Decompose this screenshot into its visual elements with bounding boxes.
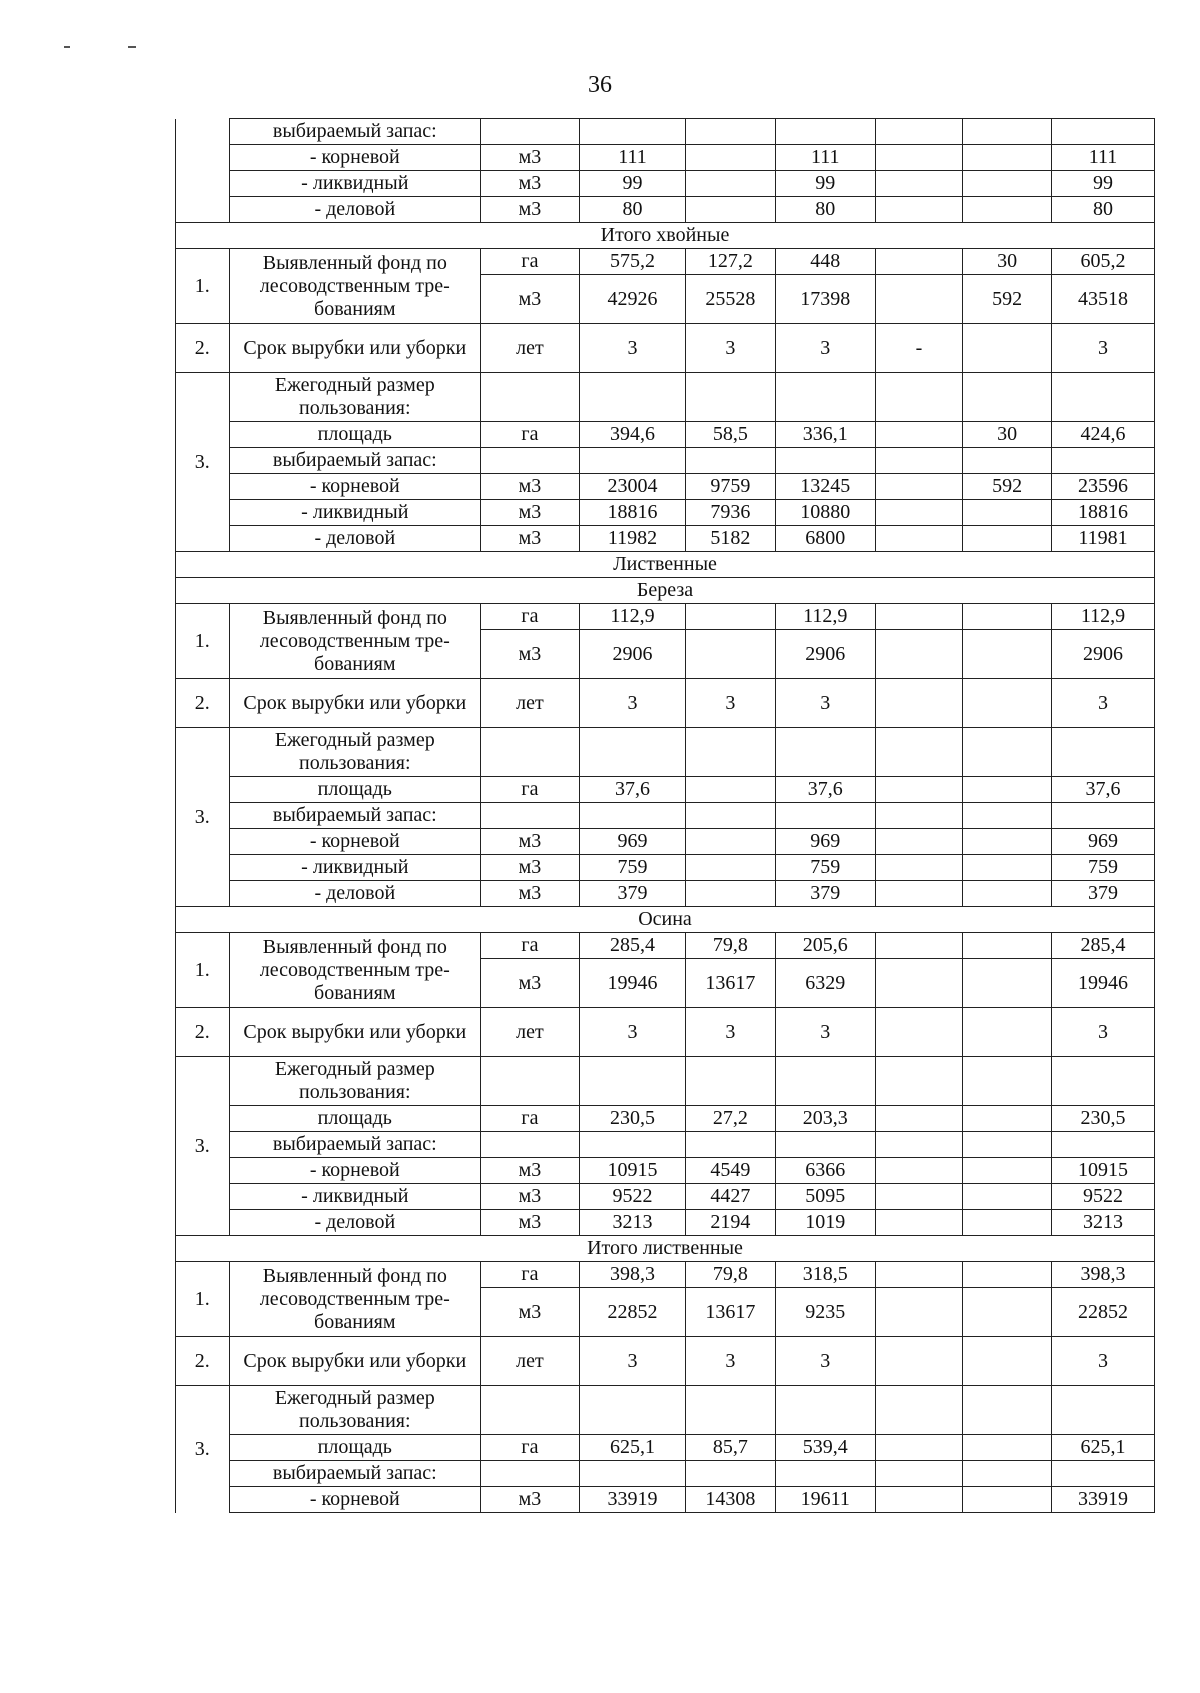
- value-cell: 205,6: [775, 933, 875, 959]
- page-number: 36: [588, 72, 612, 98]
- value-cell: [875, 881, 963, 907]
- value-cell: [875, 1106, 963, 1132]
- unit-cell: м3: [481, 1487, 580, 1513]
- value-cell: 5182: [686, 526, 776, 552]
- value-cell: [963, 1337, 1052, 1386]
- value-cell: [875, 1337, 963, 1386]
- annual-label: Ежегодный размер пользования:: [229, 728, 480, 777]
- unit-cell: м3: [481, 1158, 580, 1184]
- value-cell: 6800: [775, 526, 875, 552]
- value-cell: 3: [1051, 679, 1154, 728]
- value-cell: [686, 855, 776, 881]
- value-cell: 759: [579, 855, 685, 881]
- value-cell: 112,9: [775, 604, 875, 630]
- term-label: Срок вырубки или уборки: [229, 679, 480, 728]
- term-label: Срок вырубки или уборки: [229, 324, 480, 373]
- value-cell: [875, 1210, 963, 1236]
- value-cell: [875, 526, 963, 552]
- table-row: [176, 249, 1155, 275]
- value-cell: 379: [1051, 881, 1154, 907]
- value-cell: 759: [1051, 855, 1154, 881]
- value-cell: 23596: [1051, 474, 1154, 500]
- value-cell: 80: [1051, 197, 1154, 223]
- unit-cell: м3: [481, 145, 580, 171]
- unit-cell: м3: [481, 959, 580, 1008]
- unit-cell: м3: [481, 500, 580, 526]
- unit-cell: м3: [481, 1184, 580, 1210]
- value-cell: [875, 1008, 963, 1057]
- liquid-label: - ликвидный: [229, 171, 480, 197]
- value-cell: 3: [686, 324, 776, 373]
- root-label: - корневой: [229, 829, 480, 855]
- stock-label: выбираемый запас:: [229, 119, 480, 145]
- unit-cell: га: [481, 1435, 580, 1461]
- value-cell: [875, 145, 963, 171]
- value-cell: [875, 604, 963, 630]
- value-cell: [963, 197, 1052, 223]
- area-label: площадь: [229, 1435, 480, 1461]
- value-cell: 575,2: [579, 249, 685, 275]
- value-cell: 1019: [775, 1210, 875, 1236]
- value-cell: [963, 500, 1052, 526]
- value-cell: [686, 171, 776, 197]
- unit-cell: га: [481, 249, 580, 275]
- value-cell: 592: [963, 474, 1052, 500]
- section-title: Итого лиственные: [176, 1236, 1155, 1262]
- value-cell: [963, 1106, 1052, 1132]
- area-label: площадь: [229, 1106, 480, 1132]
- value-cell: [963, 855, 1052, 881]
- value-cell: 9522: [579, 1184, 685, 1210]
- value-cell: [963, 1288, 1052, 1337]
- unit-cell: га: [481, 1262, 580, 1288]
- value-cell: [875, 679, 963, 728]
- value-cell: 448: [775, 249, 875, 275]
- fund-label: Выявленный фонд по лесоводственным тре-бованиям: [229, 604, 480, 679]
- value-cell: 127,2: [686, 249, 776, 275]
- value-cell: 79,8: [686, 933, 776, 959]
- value-cell: [963, 171, 1052, 197]
- table-row: [176, 171, 1155, 197]
- unit-cell: м3: [481, 881, 580, 907]
- table-row: [176, 1008, 1155, 1057]
- value-cell: 33919: [579, 1487, 685, 1513]
- unit-cell: м3: [481, 171, 580, 197]
- value-cell: 285,4: [1051, 933, 1154, 959]
- table-row: [176, 422, 1155, 448]
- value-cell: 13245: [775, 474, 875, 500]
- value-cell: [963, 630, 1052, 679]
- value-cell: 9759: [686, 474, 776, 500]
- term-label: Срок вырубки или уборки: [229, 1008, 480, 1057]
- root-label: - корневой: [229, 1487, 480, 1513]
- table-row: [176, 324, 1155, 373]
- value-cell: 80: [579, 197, 685, 223]
- business-label: - деловой: [229, 881, 480, 907]
- value-cell: 969: [775, 829, 875, 855]
- value-cell: 3: [579, 1337, 685, 1386]
- stock-label: выбираемый запас:: [229, 1132, 480, 1158]
- scan-mark: [64, 46, 70, 48]
- value-cell: [963, 1008, 1052, 1057]
- value-cell: 25528: [686, 275, 776, 324]
- value-cell: [875, 1262, 963, 1288]
- section-title: Итого хвойные: [176, 223, 1155, 249]
- value-cell: [963, 777, 1052, 803]
- row-number-cell: [176, 119, 230, 223]
- value-cell: 285,4: [579, 933, 685, 959]
- unit-cell: м3: [481, 1210, 580, 1236]
- value-cell: 3: [579, 1008, 685, 1057]
- value-cell: 6366: [775, 1158, 875, 1184]
- row-number: 1.: [176, 249, 230, 324]
- value-cell: 11982: [579, 526, 685, 552]
- value-cell: 19946: [579, 959, 685, 1008]
- table-row: [176, 145, 1155, 171]
- value-cell: 6329: [775, 959, 875, 1008]
- stock-label: выбираемый запас:: [229, 448, 480, 474]
- table-row: [176, 855, 1155, 881]
- unit-cell: лет: [481, 1337, 580, 1386]
- value-cell: 394,6: [579, 422, 685, 448]
- value-cell: 10915: [579, 1158, 685, 1184]
- value-cell: [963, 1210, 1052, 1236]
- value-cell: 43518: [1051, 275, 1154, 324]
- area-label: площадь: [229, 777, 480, 803]
- table-row: [176, 474, 1155, 500]
- value-cell: 19611: [775, 1487, 875, 1513]
- unit-cell: м3: [481, 197, 580, 223]
- value-cell: 18816: [1051, 500, 1154, 526]
- value-cell: 5095: [775, 1184, 875, 1210]
- table-row: [176, 933, 1155, 959]
- value-cell: 3213: [1051, 1210, 1154, 1236]
- value-cell: 424,6: [1051, 422, 1154, 448]
- value-cell: 27,2: [686, 1106, 776, 1132]
- value-cell: 9235: [775, 1288, 875, 1337]
- value-cell: [686, 604, 776, 630]
- row-number: 2.: [176, 1337, 230, 1386]
- table-row: [176, 1184, 1155, 1210]
- value-cell: 3: [686, 1337, 776, 1386]
- value-cell: [963, 881, 1052, 907]
- value-cell: 379: [775, 881, 875, 907]
- value-cell: 85,7: [686, 1435, 776, 1461]
- stock-label: выбираемый запас:: [229, 803, 480, 829]
- value-cell: 111: [1051, 145, 1154, 171]
- table-row: [176, 1337, 1155, 1386]
- value-cell: 605,2: [1051, 249, 1154, 275]
- root-label: - корневой: [229, 474, 480, 500]
- value-cell: [963, 959, 1052, 1008]
- liquid-label: - ликвидный: [229, 1184, 480, 1210]
- value-cell: [963, 933, 1052, 959]
- table-row: [176, 679, 1155, 728]
- value-cell: 99: [1051, 171, 1154, 197]
- table-row: [176, 829, 1155, 855]
- unit-cell: лет: [481, 1008, 580, 1057]
- unit-cell: м3: [481, 855, 580, 881]
- value-cell: 17398: [775, 275, 875, 324]
- value-cell: [875, 777, 963, 803]
- row-number: 2.: [176, 679, 230, 728]
- table-row: [176, 1262, 1155, 1288]
- value-cell: 3: [775, 1337, 875, 1386]
- value-cell: 10880: [775, 500, 875, 526]
- row-number: 2.: [176, 324, 230, 373]
- table-row: [176, 500, 1155, 526]
- value-cell: 230,5: [1051, 1106, 1154, 1132]
- value-cell: [963, 1184, 1052, 1210]
- table-row: [176, 777, 1155, 803]
- liquid-label: - ликвидный: [229, 855, 480, 881]
- value-cell: 3213: [579, 1210, 685, 1236]
- value-cell: [963, 1158, 1052, 1184]
- value-cell: 3: [1051, 1008, 1154, 1057]
- row-number: 1.: [176, 1262, 230, 1337]
- value-cell: 30: [963, 249, 1052, 275]
- value-cell: 99: [579, 171, 685, 197]
- row-number: 2.: [176, 1008, 230, 1057]
- section-title: Лиственные: [176, 552, 1155, 578]
- liquid-label: - ликвидный: [229, 500, 480, 526]
- value-cell: 30: [963, 422, 1052, 448]
- value-cell: [686, 630, 776, 679]
- value-cell: 11981: [1051, 526, 1154, 552]
- table-row: [176, 526, 1155, 552]
- section-title: Осина: [176, 907, 1155, 933]
- row-number: 3.: [176, 728, 230, 907]
- value-cell: 3: [686, 679, 776, 728]
- value-cell: [875, 1288, 963, 1337]
- root-label: - корневой: [229, 145, 480, 171]
- value-cell: [875, 197, 963, 223]
- value-cell: 112,9: [579, 604, 685, 630]
- row-number: 3.: [176, 373, 230, 552]
- value-cell: [963, 604, 1052, 630]
- value-cell: 9522: [1051, 1184, 1154, 1210]
- value-cell: 2906: [775, 630, 875, 679]
- value-cell: 19946: [1051, 959, 1154, 1008]
- value-cell: 4549: [686, 1158, 776, 1184]
- value-cell: 37,6: [1051, 777, 1154, 803]
- unit-cell: га: [481, 604, 580, 630]
- value-cell: 111: [579, 145, 685, 171]
- forest-use-table: [175, 118, 1155, 1513]
- unit-cell: га: [481, 422, 580, 448]
- value-cell: 3: [686, 1008, 776, 1057]
- value-cell: 22852: [1051, 1288, 1154, 1337]
- row-number: 3.: [176, 1057, 230, 1236]
- unit-cell: га: [481, 933, 580, 959]
- value-cell: 111: [775, 145, 875, 171]
- value-cell: 539,4: [775, 1435, 875, 1461]
- value-cell: [963, 1262, 1052, 1288]
- value-cell: [686, 145, 776, 171]
- value-cell: 99: [775, 171, 875, 197]
- value-cell: [875, 933, 963, 959]
- value-cell: 7936: [686, 500, 776, 526]
- value-cell: -: [875, 324, 963, 373]
- unit-cell: м3: [481, 829, 580, 855]
- fund-label: Выявленный фонд по лесоводственным тре-бованиям: [229, 249, 480, 324]
- value-cell: 22852: [579, 1288, 685, 1337]
- value-cell: [875, 1158, 963, 1184]
- area-label: площадь: [229, 422, 480, 448]
- value-cell: [963, 526, 1052, 552]
- table-row: [176, 881, 1155, 907]
- term-label: Срок вырубки или уборки: [229, 1337, 480, 1386]
- value-cell: 37,6: [579, 777, 685, 803]
- root-label: - корневой: [229, 1158, 480, 1184]
- unit-cell: м3: [481, 1288, 580, 1337]
- value-cell: [963, 145, 1052, 171]
- value-cell: [875, 855, 963, 881]
- value-cell: 318,5: [775, 1262, 875, 1288]
- table-row: [176, 197, 1155, 223]
- value-cell: 3: [775, 324, 875, 373]
- business-label: - деловой: [229, 197, 480, 223]
- value-cell: [963, 324, 1052, 373]
- value-cell: 230,5: [579, 1106, 685, 1132]
- value-cell: 592: [963, 275, 1052, 324]
- annual-label: Ежегодный размер пользования:: [229, 1386, 480, 1435]
- unit-cell: м3: [481, 474, 580, 500]
- value-cell: 3: [775, 679, 875, 728]
- value-cell: 203,3: [775, 1106, 875, 1132]
- value-cell: [875, 249, 963, 275]
- unit-cell: м3: [481, 630, 580, 679]
- value-cell: 13617: [686, 959, 776, 1008]
- value-cell: 80: [775, 197, 875, 223]
- fund-label: Выявленный фонд по лесоводственным тре-бованиям: [229, 933, 480, 1008]
- value-cell: [875, 959, 963, 1008]
- value-cell: 398,3: [1051, 1262, 1154, 1288]
- value-cell: 14308: [686, 1487, 776, 1513]
- value-cell: [875, 630, 963, 679]
- table-row: [176, 1435, 1155, 1461]
- row-number: 1.: [176, 933, 230, 1008]
- value-cell: [963, 1435, 1052, 1461]
- section-title: Береза: [176, 578, 1155, 604]
- value-cell: 2906: [1051, 630, 1154, 679]
- value-cell: 3: [1051, 1337, 1154, 1386]
- value-cell: [875, 171, 963, 197]
- value-cell: 10915: [1051, 1158, 1154, 1184]
- business-label: - деловой: [229, 526, 480, 552]
- business-label: - деловой: [229, 1210, 480, 1236]
- value-cell: 112,9: [1051, 604, 1154, 630]
- table-row: [176, 1106, 1155, 1132]
- value-cell: 969: [1051, 829, 1154, 855]
- unit-cell: м3: [481, 275, 580, 324]
- value-cell: 398,3: [579, 1262, 685, 1288]
- annual-label: Ежегодный размер пользования:: [229, 1057, 480, 1106]
- value-cell: [686, 777, 776, 803]
- value-cell: 3: [579, 324, 685, 373]
- value-cell: 2194: [686, 1210, 776, 1236]
- value-cell: [875, 422, 963, 448]
- value-cell: 79,8: [686, 1262, 776, 1288]
- unit-cell: лет: [481, 324, 580, 373]
- value-cell: [963, 679, 1052, 728]
- annual-label: Ежегодный размер пользования:: [229, 373, 480, 422]
- value-cell: 625,1: [579, 1435, 685, 1461]
- value-cell: 3: [775, 1008, 875, 1057]
- unit-cell: га: [481, 1106, 580, 1132]
- table-row: [176, 604, 1155, 630]
- value-cell: [963, 1487, 1052, 1513]
- value-cell: [875, 275, 963, 324]
- row-number: 1.: [176, 604, 230, 679]
- scan-mark: [128, 46, 136, 48]
- value-cell: [686, 197, 776, 223]
- value-cell: [686, 829, 776, 855]
- unit-cell: м3: [481, 526, 580, 552]
- value-cell: 3: [579, 679, 685, 728]
- value-cell: [875, 829, 963, 855]
- table-row: [176, 1487, 1155, 1513]
- value-cell: [686, 881, 776, 907]
- value-cell: 625,1: [1051, 1435, 1154, 1461]
- value-cell: 37,6: [775, 777, 875, 803]
- unit-cell: га: [481, 777, 580, 803]
- value-cell: 379: [579, 881, 685, 907]
- value-cell: 58,5: [686, 422, 776, 448]
- value-cell: [875, 1487, 963, 1513]
- value-cell: 3: [1051, 324, 1154, 373]
- value-cell: [875, 500, 963, 526]
- value-cell: 33919: [1051, 1487, 1154, 1513]
- value-cell: 42926: [579, 275, 685, 324]
- value-cell: 336,1: [775, 422, 875, 448]
- value-cell: 759: [775, 855, 875, 881]
- value-cell: 969: [579, 829, 685, 855]
- table-row: [176, 1158, 1155, 1184]
- value-cell: 18816: [579, 500, 685, 526]
- fund-label: Выявленный фонд по лесоводственным тре-бованиям: [229, 1262, 480, 1337]
- value-cell: [875, 1435, 963, 1461]
- table-row: [176, 1210, 1155, 1236]
- value-cell: 13617: [686, 1288, 776, 1337]
- value-cell: [963, 829, 1052, 855]
- value-cell: 2906: [579, 630, 685, 679]
- value-cell: 4427: [686, 1184, 776, 1210]
- value-cell: [875, 1184, 963, 1210]
- row-number: 3.: [176, 1386, 230, 1513]
- unit-cell: лет: [481, 679, 580, 728]
- stock-label: выбираемый запас:: [229, 1461, 480, 1487]
- value-cell: [875, 474, 963, 500]
- value-cell: 23004: [579, 474, 685, 500]
